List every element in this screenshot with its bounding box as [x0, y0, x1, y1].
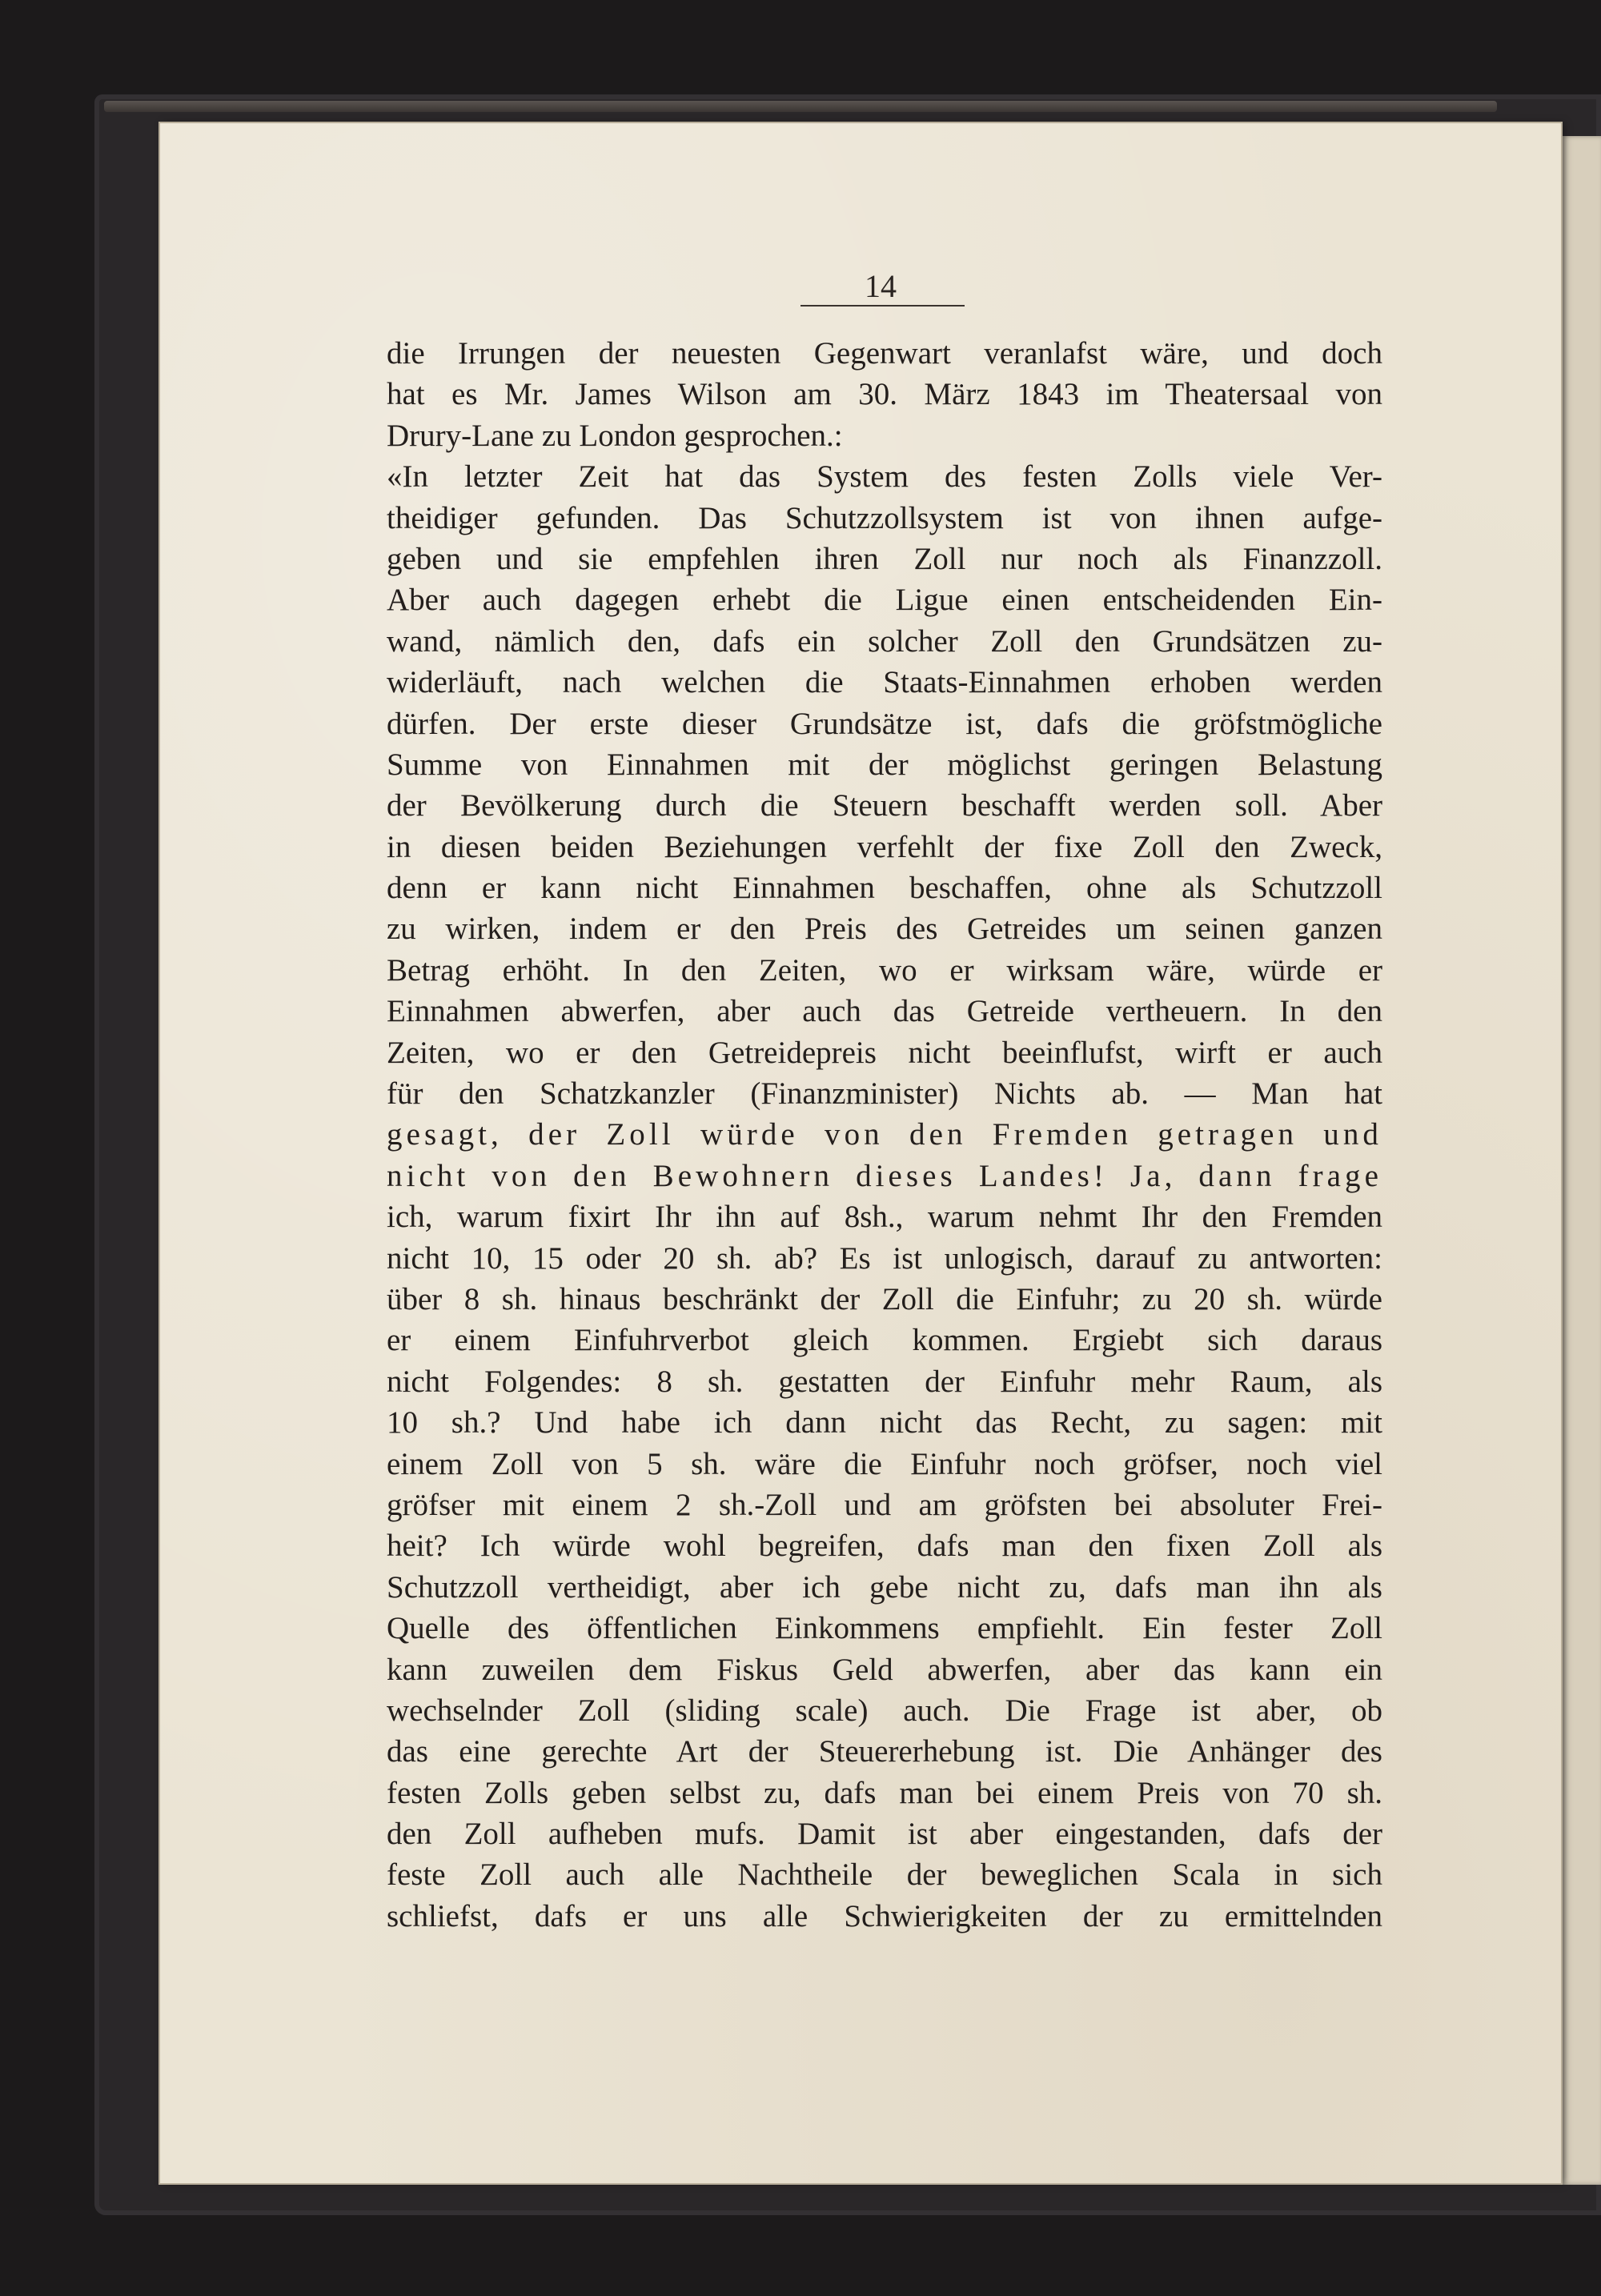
text-line: Zeiten, wo er den Getreidepreis nicht beeinflufst, wirft er auch	[387, 1035, 1382, 1070]
text-line: schliefst, dafs er uns alle Schwierigkeiten der zu ermittelnden	[387, 1898, 1382, 1933]
text-line: wand, nämlich den, dafs ein solcher Zoll den Grundsätzen zu-	[387, 623, 1382, 659]
text-line: feste Zoll auch alle Nachtheile der beweglichen Scala in sich	[387, 1857, 1382, 1893]
page-number: 14	[865, 268, 897, 304]
body-text	[387, 333, 1382, 1937]
text-line: ich, warum fixirt Ihr ihn auf 8sh., warum nehmt Ihr den Fremden	[387, 1200, 1382, 1235]
text-line: Summe von Einnahmen mit der möglichst geringen Belastung	[387, 747, 1382, 782]
text-line: wechselnder Zoll (sliding scale) auch. Die Frage ist aber, ob	[387, 1693, 1382, 1728]
text-line: die Irrungen der neuesten Gegenwart veranlafst wäre, und doch	[387, 336, 1382, 371]
text-line: zu wirken, indem er den Preis des Getreides um seinen ganzen	[387, 912, 1382, 947]
text-line: Aber auch dagegen erhebt die Ligue einen entscheidenden Ein-	[387, 583, 1382, 618]
text-line: nicht Folgendes: 8 sh. gestatten der Einfuhr mehr Raum, als	[387, 1364, 1382, 1399]
text-line: Einnahmen abwerfen, aber auch das Getreide vertheuern. In den	[387, 994, 1382, 1029]
text-line: heit? Ich würde wohl begreifen, dafs man den fixen Zoll als	[387, 1529, 1382, 1564]
text-line: denn er kann nicht Einnahmen beschaffen, ohne als Schutzzoll	[387, 871, 1382, 906]
text-line: dürfen. Der erste dieser Grundsätze ist, dafs die gröfstmögliche	[387, 706, 1382, 741]
facing-page-edge	[1563, 136, 1601, 2185]
text-line: theidiger gefunden. Das Schutzzollsystem ist von ihnen aufge-	[387, 500, 1382, 535]
text-line: geben und sie empfehlen ihren Zoll nur noch als Finanzzoll.	[387, 541, 1382, 576]
text-line: Drury-Lane zu London gesprochen.:	[387, 418, 843, 453]
text-line: gesagt, der Zoll würde von den Fremden getragen und	[387, 1117, 1382, 1152]
text-line: nicht von den Bewohnern dieses Landes! Ja, dann frage	[387, 1158, 1382, 1193]
text-line: der Bevölkerung durch die Steuern beschafft werden soll. Aber	[387, 788, 1382, 823]
text-line: Schutzzoll vertheidigt, aber ich gebe nicht zu, dafs man ihn als	[387, 1569, 1382, 1605]
text-line: er einem Einfuhrverbot gleich kommen. Ergiebt sich daraus	[387, 1323, 1382, 1358]
text-line: kann zuweilen dem Fiskus Geld abwerfen, aber das kann ein	[387, 1652, 1382, 1687]
text-line: Quelle des öffentlichen Einkommens empfiehlt. Ein fester Zoll	[387, 1611, 1382, 1646]
text-line: einem Zoll von 5 sh. wäre die Einfuhr noch gröfser, noch viel	[387, 1446, 1382, 1481]
text-line: 10 sh.? Und habe ich dann nicht das Recht, zu sagen: mit	[387, 1405, 1382, 1441]
text-line: hat es Mr. James Wilson am 30. März 1843 im Theatersaal von	[387, 377, 1382, 412]
text-line: «In letzter Zeit hat das System des festen Zolls viele Ver-	[387, 459, 1382, 495]
binding-edge	[104, 101, 1497, 112]
text-line: gröfser mit einem 2 sh.-Zoll und am gröfsten bei absoluter Frei-	[387, 1487, 1382, 1522]
text-line: in diesen beiden Beziehungen verfehlt der fixe Zoll den Zweck,	[387, 829, 1382, 864]
page-number-rule	[800, 305, 965, 307]
text-line: das eine gerechte Art der Steuererhebung ist. Die Anhänger des	[387, 1734, 1382, 1769]
text-line: Betrag erhöht. In den Zeiten, wo er wirksam wäre, würde er	[387, 952, 1382, 988]
text-line: für den Schatzkanzler (Finanzminister) Nichts ab. — Man hat	[387, 1076, 1382, 1112]
text-line: über 8 sh. hinaus beschränkt der Zoll die Einfuhr; zu 20 sh. würde	[387, 1281, 1382, 1316]
text-line: den Zoll aufheben mufs. Damit ist aber eingestanden, dafs der	[387, 1817, 1382, 1852]
text-line: widerläuft, nach welchen die Staats-Einnahmen erhoben werden	[387, 665, 1382, 700]
text-line: nicht 10, 15 oder 20 sh. ab? Es ist unlogisch, darauf zu antworten:	[387, 1240, 1382, 1276]
text-line: festen Zolls geben selbst zu, dafs man bei einem Preis von 70 sh.	[387, 1775, 1382, 1810]
